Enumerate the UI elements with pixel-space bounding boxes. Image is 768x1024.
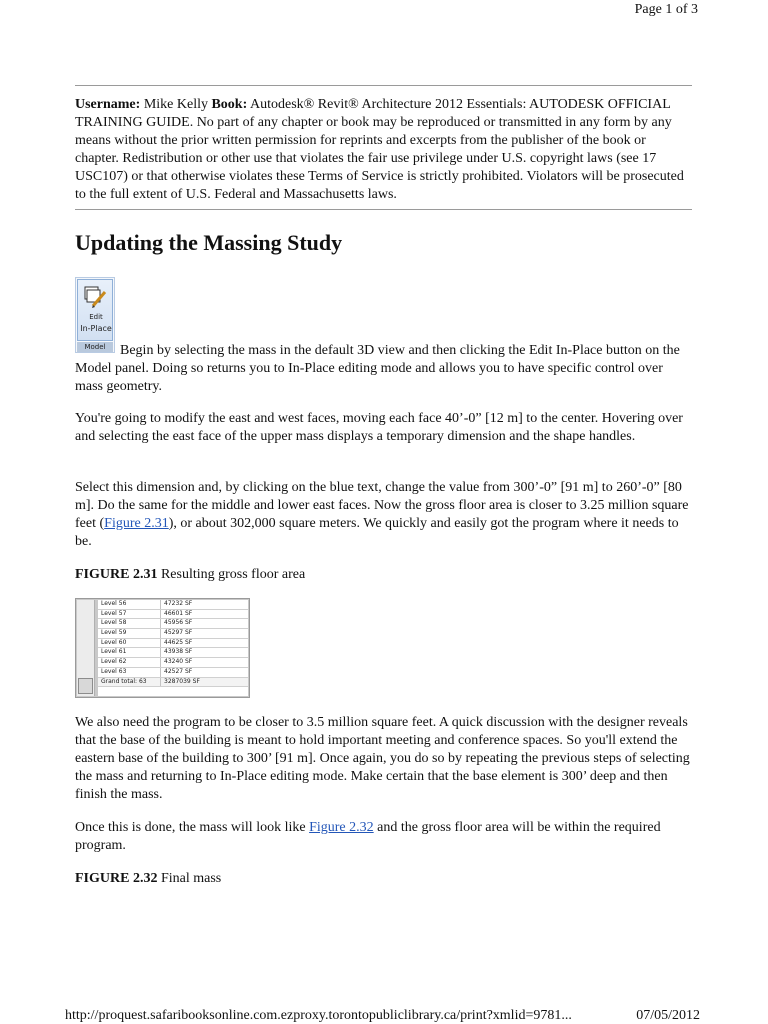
figure-2-32-caption-text: Final mass (157, 871, 222, 886)
schedule-area-cell: 47232 SF (164, 600, 193, 607)
schedule-area-cell: 3287039 SF (164, 677, 200, 685)
schedule-column-divider (160, 619, 161, 628)
paragraph-final (75, 819, 692, 855)
top-divider (75, 85, 692, 86)
schedule-scrollbar (77, 600, 95, 696)
paragraph-intro: Begin by selecting the mass in the default 3D view and then clicking the Edit In-Place button on the Model panel. Doing so returns you to In-Place editing mode and allows you to have specific control over mass geometry. (75, 343, 680, 394)
schedule-column-divider (160, 639, 161, 648)
bottom-divider (75, 209, 692, 210)
schedule-row (98, 610, 248, 620)
floor-area-schedule-image (75, 598, 250, 698)
schedule-area-cell: 43240 SF (164, 658, 193, 666)
schedule-level-cell: Level 63 (101, 667, 127, 675)
footer-date: 07/05/2012 (636, 1008, 700, 1023)
figure-2-31-caption-text: Resulting gross floor area (157, 567, 306, 582)
figure-2-32-caption (75, 870, 692, 888)
schedule-level-cell: Level 62 (101, 658, 127, 666)
schedule-row (98, 619, 248, 629)
schedule-table (98, 600, 248, 696)
schedule-row (98, 629, 248, 639)
schedule-level-cell: Grand total: 63 (101, 677, 147, 685)
schedule-area-cell: 44625 SF (164, 638, 193, 646)
schedule-level-cell: Level 60 (101, 638, 127, 646)
paragraph-dimension (75, 479, 692, 551)
schedule-row (98, 600, 248, 610)
schedule-area-cell: 45956 SF (164, 619, 193, 627)
figure-2-32-label: FIGURE 2.32 (75, 871, 158, 886)
schedule-area-cell: 43938 SF (164, 648, 193, 656)
ribbon-label-edit: Edit (89, 313, 103, 321)
edit-in-place-icon (84, 284, 108, 310)
schedule-column-divider (160, 668, 161, 677)
schedule-column-divider (160, 600, 161, 609)
username-value: Mike Kelly (140, 97, 212, 112)
schedule-row (98, 639, 248, 649)
schedule-level-cell: Level 58 (101, 619, 127, 627)
ribbon-label-in-place: In-Place (80, 324, 112, 333)
username-label: Username: (75, 97, 141, 112)
paragraph-dimension-text-end: ), or about 302,000 square meters. We quickly and easily got the program where it needs to be. (75, 516, 679, 549)
schedule-area-cell: 46601 SF (164, 609, 193, 617)
schedule-row (98, 668, 248, 678)
paragraph-final-text-end: and the gross floor area will be within the required program. (75, 820, 661, 853)
schedule-column-divider (160, 648, 161, 657)
paragraph-dimension-text: Select this dimension and, by clicking on the blue text, change the value from 300’-0” [91 m] to 260’-0” [80 m]. Do the same for the middle and lower east faces. Now the gross floor area is closer to 3.25 million square feet ( (75, 480, 689, 531)
schedule-column-divider (160, 678, 161, 687)
figure-2-31-label: FIGURE 2.31 (75, 567, 158, 582)
figure-2-31-caption (75, 566, 692, 584)
paragraph-final-text: Once this is done, the mass will look like (75, 820, 310, 835)
schedule-area-cell: 42527 SF (164, 667, 193, 675)
book-label: Book: (211, 97, 248, 112)
figure-2-31-link[interactable]: Figure 2.31 (104, 516, 169, 531)
figure-2-32-link[interactable]: Figure 2.32 (309, 820, 374, 835)
schedule-level-cell: Level 59 (101, 629, 127, 637)
schedule-level-cell: Level 56 (101, 600, 127, 607)
section-title: Updating the Massing Study (75, 230, 343, 255)
schedule-column-divider (160, 610, 161, 619)
copyright-notice (75, 96, 692, 204)
copyright-text: Autodesk® Revit® Architecture 2012 Essentials: AUTODESK OFFICIAL TRAINING GUIDE. No part of any chapter or book may be reproduced or transmitted in any form by any means without the prior written permission for reprints and excerpts from the publisher of the book or chapter. Redistribution or other use that violates the fair use privilege under U.S. copyright laws (see 17 USC107) or that otherwise violates these Terms of Service is strictly prohibited. Violators will be prosecuted to the full extent of U.S. Federal and Massachusetts laws. (75, 97, 684, 202)
schedule-total-row (98, 678, 248, 688)
schedule-row (98, 648, 248, 658)
schedule-level-cell: Level 57 (101, 609, 127, 617)
ribbon-panel-label: Model (77, 342, 113, 352)
schedule-row (98, 658, 248, 668)
schedule-column-divider (160, 658, 161, 667)
paragraph-modify-faces: You're going to modify the east and west faces, moving each face 40’-0” [12 m] to the center. Hovering over and selecting the east face of the upper mass displays a temporary dimension and the shape handles. (75, 411, 683, 444)
footer-url: http://proquest.safaribooksonline.com.ezproxy.torontopubliclibrary.ca/print?xmlid=9781... (65, 1008, 572, 1023)
schedule-scroll-thumb (78, 678, 93, 694)
schedule-column-divider (160, 629, 161, 638)
paragraph-base-extension: We also need the program to be closer to 3.5 million square feet. A quick discussion with the designer reveals that the base of the building is meant to hold important meeting and conference spaces. So you'll extend the eastern base of the building to 300’ [91 m]. Once again, you do so by repeating the previous steps of selecting the mass and returning to In-Place editing mode. Make certain that the base element is 300’ deep and then finish the mass. (75, 715, 690, 802)
schedule-area-cell: 45297 SF (164, 629, 193, 637)
page-indicator: Page 1 of 3 (634, 2, 698, 17)
schedule-level-cell: Level 61 (101, 648, 127, 656)
